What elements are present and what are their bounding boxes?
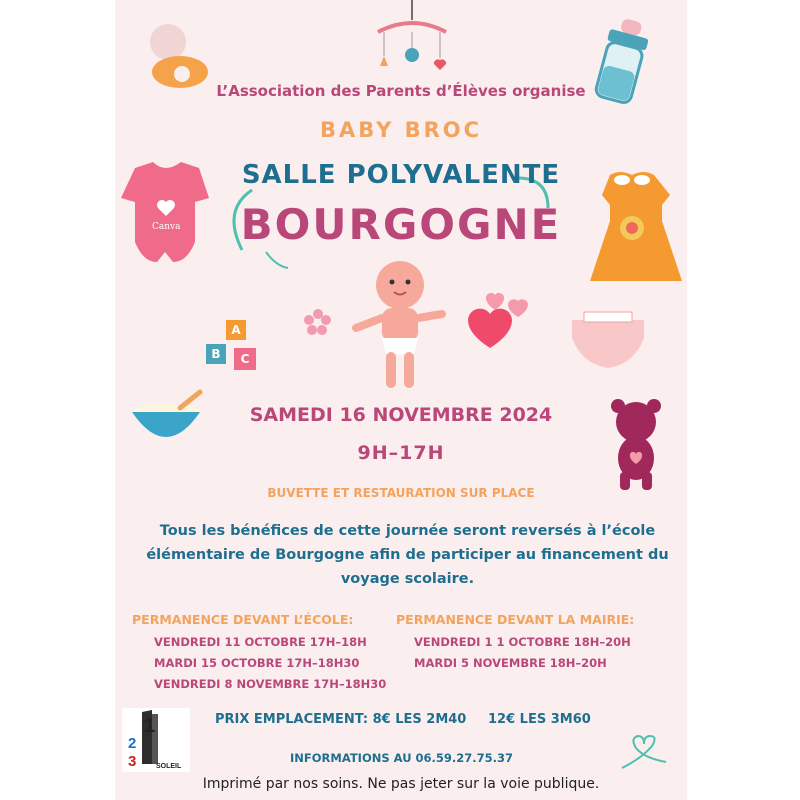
buvette-line: BUVETTE ET RESTAURATION SUR PLACE xyxy=(267,486,535,500)
baby-icon xyxy=(356,261,442,388)
permanence-school-title: PERMANENCE DEVANT L’ÉCOLE: xyxy=(132,612,354,627)
list-item: MARDI 5 NOVEMBRE 18H–20H xyxy=(414,656,607,670)
block-c: C xyxy=(240,352,250,366)
block-b: B xyxy=(211,347,221,361)
price-line-2: 12€ LES 3M60 xyxy=(488,712,591,727)
event-date: SAMEDI 16 NOVEMBRE 2024 xyxy=(249,404,553,426)
heart-doodle-icon xyxy=(622,736,666,768)
footer-notice: Imprimé par nos soins. Ne pas jeter sur la voie publique. xyxy=(202,776,600,792)
price-line: PRIX EMPLACEMENT: 8€ LES 2M40 xyxy=(215,712,467,727)
logo-digit-3: 3 xyxy=(128,753,137,770)
block-a: A xyxy=(231,323,241,337)
logo-digit-1: 1 xyxy=(144,715,156,737)
venue-line2: BOURGOGNE xyxy=(240,200,562,249)
venue-line1: SALLE POLYVALENTE xyxy=(241,160,561,190)
event-hours: 9H–17H xyxy=(357,442,445,464)
organizer-line: L’Association des Parents d’Élèves organise xyxy=(216,82,586,100)
list-item: VENDREDI 1 1 OCTOBRE 18H–20H xyxy=(414,635,631,649)
flower-icon xyxy=(304,309,331,335)
logo-digit-2: 2 xyxy=(128,735,137,752)
logo-text: SOLEIL xyxy=(156,763,182,770)
diaper-icon xyxy=(572,312,644,368)
permanence-mairie-title: PERMANENCE DEVANT LA MAIRIE: xyxy=(396,612,635,627)
list-item: VENDREDI 11 OCTOBRE 17H–18H xyxy=(154,635,367,649)
event-name: BABY BROC xyxy=(319,118,483,142)
pacifier-icon xyxy=(150,24,208,88)
baby-mobile-icon xyxy=(378,0,446,70)
onesie-text: Canva xyxy=(152,222,181,232)
soleil-logo xyxy=(122,708,190,772)
permanence-school-list xyxy=(154,632,386,695)
hearts-icon xyxy=(468,293,528,348)
benefits-description: Tous les bénéfices de cette journée seront reversés à l’école élémentaire de Bourgogne afin de participer au financement du voyage scolaire. xyxy=(146,523,669,587)
contact-line: INFORMATIONS AU 06.59.27.75.37 xyxy=(290,751,514,765)
abc-blocks-icon xyxy=(206,320,256,370)
permanence-mairie-list xyxy=(414,632,631,674)
logo-graphic xyxy=(122,708,190,772)
list-item: VENDREDI 8 NOVEMBRE 17H–18H30 xyxy=(154,677,387,691)
list-item: MARDI 15 OCTOBRE 17H–18H30 xyxy=(154,656,360,670)
